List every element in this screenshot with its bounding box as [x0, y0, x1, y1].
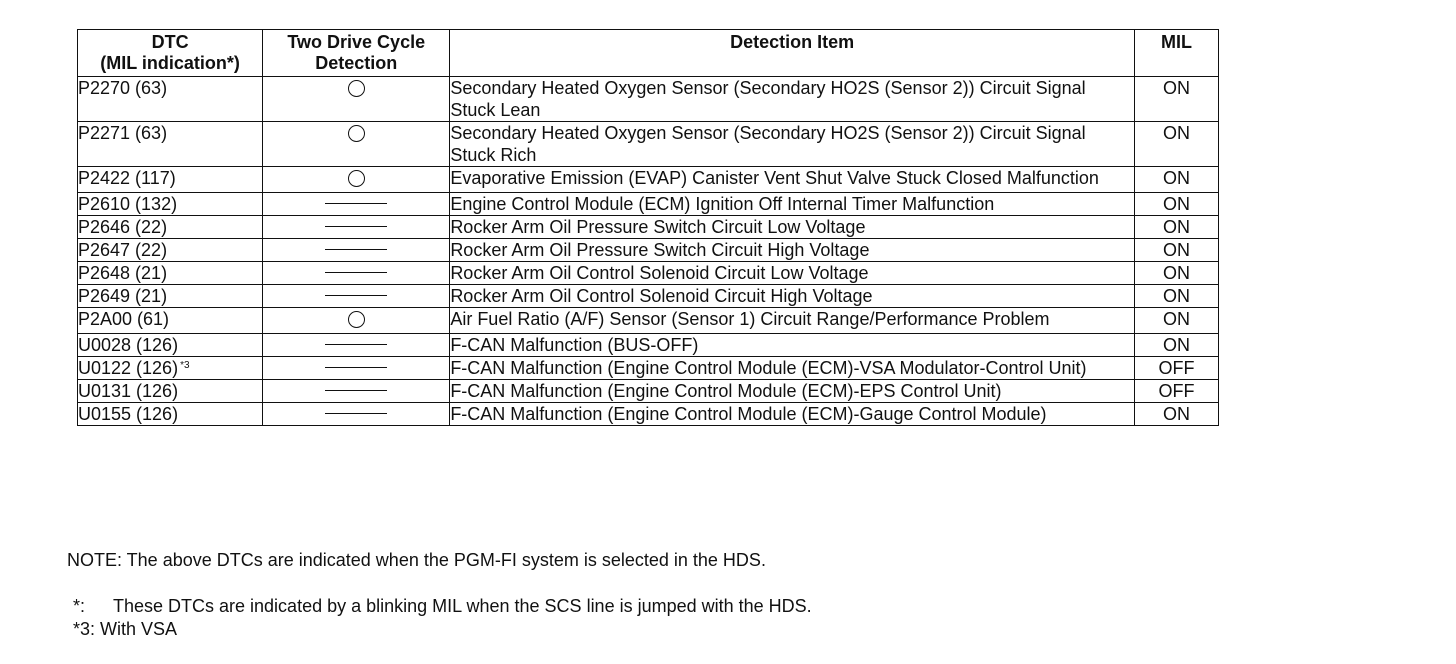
detection-item-cell: Rocker Arm Oil Pressure Switch Circuit High Voltage [450, 239, 1135, 262]
table-row [78, 380, 1219, 403]
detection-item-cell: F-CAN Malfunction (Engine Control Module (ECM)-EPS Control Unit) [450, 380, 1135, 403]
header-two-line2: Detection [315, 53, 398, 73]
dtc-code-cell [78, 239, 263, 262]
detection-item-cell: Secondary Heated Oxygen Sensor (Secondary HO2S (Sensor 2)) Circuit Signal Stuck Lean [450, 77, 1135, 122]
dash-mark-icon [325, 272, 387, 273]
dtc-code: P2648 (21) [78, 263, 168, 283]
dtc-code-cell [78, 167, 263, 193]
header-two-drive-cycle [263, 30, 450, 77]
detection-item-cell: Rocker Arm Oil Control Solenoid Circuit Low Voltage [450, 262, 1135, 285]
dash-mark-icon [325, 249, 387, 250]
dtc-code: P2649 (21) [78, 286, 168, 306]
table-row [78, 334, 1219, 357]
header-dtc [78, 30, 263, 77]
circle-mark-icon [348, 125, 365, 142]
footnote-star3 [67, 618, 812, 641]
dtc-code-cell [78, 308, 263, 334]
circle-mark-icon [348, 80, 365, 97]
two-drive-cycle-cell [263, 262, 450, 285]
circle-mark-icon [348, 170, 365, 187]
two-drive-cycle-cell [263, 167, 450, 193]
header-dtc-line1: DTC [151, 32, 189, 52]
table-row [78, 77, 1219, 122]
detection-item-cell: Rocker Arm Oil Pressure Switch Circuit Low Voltage [450, 216, 1135, 239]
two-drive-cycle-cell [263, 77, 450, 122]
header-mil: MIL [1134, 30, 1218, 77]
detection-item-cell: F-CAN Malfunction (Engine Control Module (ECM)-VSA Modulator-Control Unit) [450, 357, 1135, 380]
table-row [78, 308, 1219, 334]
dash-mark-icon [325, 344, 387, 345]
dtc-code: P2270 (63) [78, 78, 168, 98]
circle-mark-icon [348, 311, 365, 328]
dash-mark-icon [325, 390, 387, 391]
mil-status-cell: ON [1134, 77, 1218, 122]
mil-status-cell: ON [1134, 239, 1218, 262]
header-dtc-line2: (MIL indication*) [100, 53, 240, 73]
dtc-code: P2422 (117) [78, 168, 176, 188]
footnote-star-text: These DTCs are indicated by a blinking MIL when the SCS line is jumped with the HDS. [113, 596, 812, 616]
dtc-code: P2271 (63) [78, 123, 168, 143]
header-two-line1: Two Drive Cycle [287, 32, 426, 52]
mil-status-cell: ON [1134, 308, 1218, 334]
mil-status-cell: ON [1134, 167, 1218, 193]
dtc-code: P2646 (22) [78, 217, 168, 237]
dtc-code-cell [78, 262, 263, 285]
two-drive-cycle-cell [263, 403, 450, 426]
dtc-code: U0131 (126) [78, 381, 179, 401]
table-header-row [78, 30, 1219, 77]
mil-status-cell: OFF [1134, 357, 1218, 380]
dash-mark-icon [325, 203, 387, 204]
two-drive-cycle-cell [263, 239, 450, 262]
dtc-code-cell [78, 357, 263, 380]
detection-item-cell: Evaporative Emission (EVAP) Canister Vent Shut Valve Stuck Closed Malfunction [450, 167, 1135, 193]
dtc-code-cell [78, 77, 263, 122]
header-detection-item: Detection Item [450, 30, 1135, 77]
mil-status-cell: ON [1134, 216, 1218, 239]
two-drive-cycle-cell [263, 308, 450, 334]
detection-item-cell: Secondary Heated Oxygen Sensor (Secondary HO2S (Sensor 2)) Circuit Signal Stuck Rich [450, 122, 1135, 167]
note-text: NOTE: The above DTCs are indicated when the PGM-FI system is selected in the HDS. [67, 550, 766, 570]
dtc-code: U0122 (126) [78, 358, 179, 378]
detection-item-cell: Engine Control Module (ECM) Ignition Off Internal Timer Malfunction [450, 193, 1135, 216]
table-row [78, 357, 1219, 380]
dtc-code-cell [78, 122, 263, 167]
dtc-code: U0155 (126) [78, 404, 179, 424]
dtc-code: U0028 (126) [78, 335, 179, 355]
dash-mark-icon [325, 367, 387, 368]
dtc-table [77, 29, 1219, 426]
dtc-code: P2A00 (61) [78, 309, 170, 329]
table-row [78, 193, 1219, 216]
table-row [78, 167, 1219, 193]
two-drive-cycle-cell [263, 122, 450, 167]
dtc-code-cell [78, 193, 263, 216]
mil-status-cell: ON [1134, 334, 1218, 357]
footnote-star3-mark: *3: [73, 619, 96, 639]
dtc-code: P2647 (22) [78, 240, 168, 260]
dtc-code-cell [78, 380, 263, 403]
two-drive-cycle-cell [263, 216, 450, 239]
detection-item-cell: Rocker Arm Oil Control Solenoid Circuit High Voltage [450, 285, 1135, 308]
footnote-star-mark: *: [73, 596, 86, 616]
table-row [78, 239, 1219, 262]
footnote-star [67, 595, 812, 618]
table-body [78, 77, 1219, 426]
two-drive-cycle-cell [263, 334, 450, 357]
dtc-code-cell [78, 216, 263, 239]
dtc-footnote-marker: *3 [180, 360, 190, 371]
two-drive-cycle-cell [263, 380, 450, 403]
detection-item-cell: Air Fuel Ratio (A/F) Sensor (Sensor 1) Circuit Range/Performance Problem [450, 308, 1135, 334]
dtc-code: P2610 (132) [78, 194, 178, 214]
mil-status-cell: ON [1134, 403, 1218, 426]
table-row [78, 403, 1219, 426]
two-drive-cycle-cell [263, 285, 450, 308]
dtc-code-cell [78, 403, 263, 426]
mil-status-cell: ON [1134, 285, 1218, 308]
dash-mark-icon [325, 413, 387, 414]
notes-section [67, 549, 812, 641]
table-row [78, 216, 1219, 239]
mil-status-cell: ON [1134, 193, 1218, 216]
mil-status-cell: ON [1134, 262, 1218, 285]
table-row [78, 122, 1219, 167]
footnote-star3-text: With VSA [100, 619, 178, 639]
table-row [78, 262, 1219, 285]
mil-status-cell: OFF [1134, 380, 1218, 403]
mil-status-cell: ON [1134, 122, 1218, 167]
two-drive-cycle-cell [263, 193, 450, 216]
detection-item-cell: F-CAN Malfunction (BUS-OFF) [450, 334, 1135, 357]
dash-mark-icon [325, 226, 387, 227]
dash-mark-icon [325, 295, 387, 296]
two-drive-cycle-cell [263, 357, 450, 380]
dtc-code-cell [78, 285, 263, 308]
detection-item-cell: F-CAN Malfunction (Engine Control Module (ECM)-Gauge Control Module) [450, 403, 1135, 426]
table-row [78, 285, 1219, 308]
dtc-code-cell [78, 334, 263, 357]
